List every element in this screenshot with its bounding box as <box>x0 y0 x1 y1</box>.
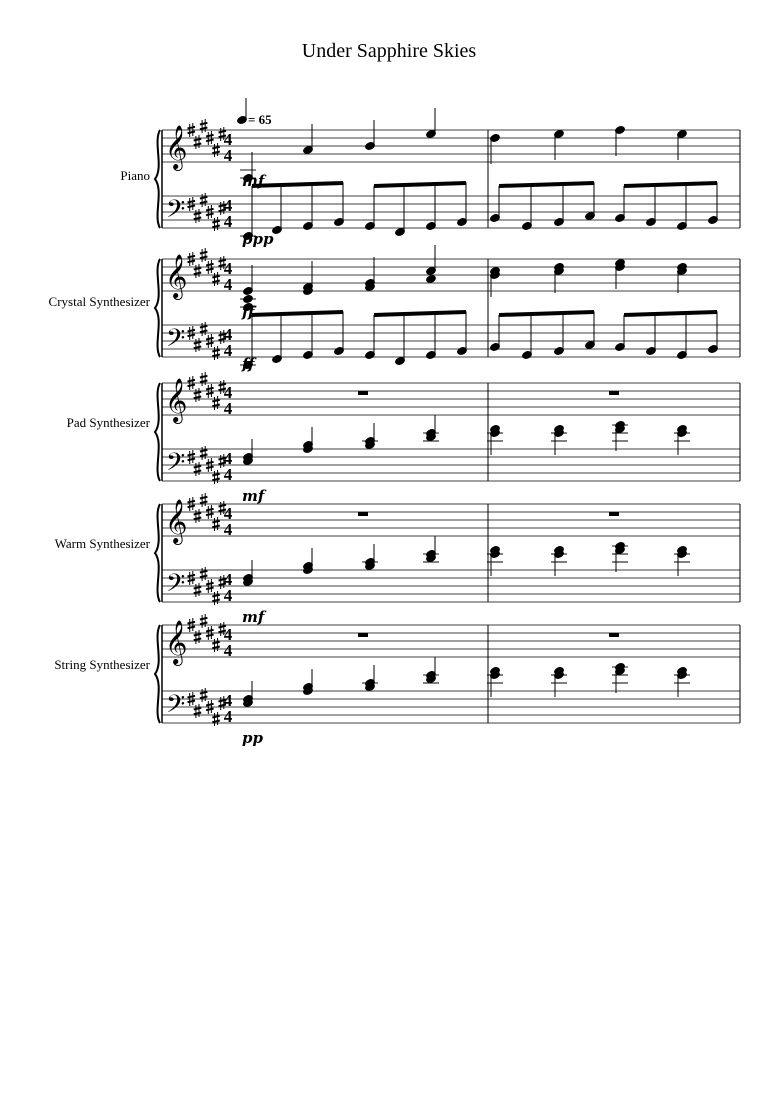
sharp-sign <box>212 470 220 484</box>
eighth-note-group <box>490 182 719 230</box>
time-signature-bottom: 4 <box>223 465 233 484</box>
bass-clef-icon: 𝄢 <box>166 690 186 725</box>
synth-bass-chords <box>243 536 690 587</box>
brace <box>155 130 160 228</box>
dynamic-mark: mf <box>242 487 265 505</box>
treble-clef-icon: 𝄞 <box>165 499 188 543</box>
time-signature-bottom: 4 <box>223 275 233 294</box>
instrument-label: Pad Synthesizer <box>66 415 150 430</box>
treble-clef-icon: 𝄞 <box>165 378 188 422</box>
sharp-sign <box>200 688 208 702</box>
notes <box>240 108 718 708</box>
beam <box>374 312 466 315</box>
instrument-label: Warm Synthesizer <box>54 536 150 551</box>
brace <box>155 383 160 481</box>
time-signature-top: 4 <box>223 504 233 523</box>
note-head <box>426 274 437 283</box>
time-signature-bottom: 4 <box>223 399 233 418</box>
dynamic-mark: mf <box>242 172 265 190</box>
beam <box>499 312 594 315</box>
whole-rest <box>609 391 619 395</box>
time-signature-top: 4 <box>223 259 233 278</box>
time-signature-top: 4 <box>223 449 233 468</box>
time-signature-bottom: 4 <box>223 146 233 165</box>
sharp-sign <box>200 493 208 507</box>
sharp-sign <box>200 567 208 581</box>
brace <box>155 259 160 357</box>
treble-clef-icon: 𝄞 <box>165 254 188 298</box>
staves <box>155 119 740 726</box>
sharp-sign <box>194 630 202 644</box>
sharp-sign <box>212 638 220 652</box>
eighth-note-group <box>240 182 467 240</box>
time-signature-top: 4 <box>223 383 233 402</box>
bass-staff <box>162 688 740 726</box>
eighth-note-group <box>240 311 467 369</box>
sharp-sign <box>212 591 220 605</box>
whole-rest <box>609 512 619 516</box>
beam <box>499 183 594 186</box>
time-signature-top: 4 <box>223 325 233 344</box>
treble-clef-icon: 𝄞 <box>165 125 188 169</box>
dynamic-mark: mf <box>242 608 265 626</box>
sharp-sign <box>212 396 220 410</box>
bass-clef-icon: 𝄢 <box>166 324 186 359</box>
sharp-sign <box>212 712 220 726</box>
bass-clef-icon: 𝄢 <box>166 569 186 604</box>
sharp-sign <box>194 209 202 223</box>
tempo-text: = 65 <box>248 112 272 127</box>
beam <box>624 312 717 315</box>
whole-rest <box>609 633 619 637</box>
time-signature-top: 4 <box>223 625 233 644</box>
beam <box>252 312 343 315</box>
instrument-label: Crystal Synthesizer <box>48 294 150 309</box>
brace <box>155 504 160 602</box>
sharp-sign <box>200 119 208 133</box>
sharp-sign <box>194 462 202 476</box>
sharp-sign <box>200 193 208 207</box>
sharp-sign <box>212 272 220 286</box>
sharp-sign <box>194 509 202 523</box>
bass-clef-icon: 𝄢 <box>166 448 186 483</box>
whole-rest <box>358 512 368 516</box>
sharp-sign <box>194 704 202 718</box>
sharp-sign <box>200 248 208 262</box>
sharp-sign <box>194 388 202 402</box>
sharp-sign <box>200 614 208 628</box>
time-signature-bottom: 4 <box>223 586 233 605</box>
synth-bass-chords <box>243 415 690 466</box>
sharp-sign <box>194 583 202 597</box>
treble-clef-icon: 𝄞 <box>165 620 188 664</box>
score-title: Under Sapphire Skies <box>301 40 477 62</box>
time-signature-top: 4 <box>223 196 233 215</box>
crystal-treble-chords <box>240 245 687 312</box>
dynamic-mark: ppp <box>242 230 274 248</box>
sharp-sign <box>200 322 208 336</box>
treble-staff <box>162 372 740 424</box>
eighth-note-group <box>490 311 719 359</box>
brace <box>155 625 160 723</box>
instrument-label: String Synthesizer <box>54 657 150 672</box>
time-signature-top: 4 <box>223 570 233 589</box>
whole-rest <box>358 633 368 637</box>
sharp-sign <box>194 135 202 149</box>
time-signature-top: 4 <box>223 130 233 149</box>
beam <box>252 183 343 186</box>
piano-treble-notes <box>240 108 687 183</box>
sharp-sign <box>200 372 208 386</box>
bass-staff <box>162 193 740 231</box>
dynamic-mark: ff <box>242 303 255 321</box>
sharp-sign <box>212 143 220 157</box>
sharp-sign <box>212 217 220 231</box>
dynamic-mark: ff <box>242 355 255 373</box>
synth-bass-chords <box>243 657 690 708</box>
bass-staff <box>162 567 740 605</box>
bass-clef-icon: 𝄢 <box>166 195 186 230</box>
time-signature-bottom: 4 <box>223 707 233 726</box>
time-signature-bottom: 4 <box>223 641 233 660</box>
sharp-sign <box>200 446 208 460</box>
sharp-sign <box>194 338 202 352</box>
time-signature-bottom: 4 <box>223 520 233 539</box>
instrument-label: Piano <box>120 168 150 183</box>
time-signature-top: 4 <box>223 691 233 710</box>
time-signature-bottom: 4 <box>223 212 233 231</box>
bass-staff <box>162 446 740 484</box>
time-signature-bottom: 4 <box>223 341 233 360</box>
tempo-marking <box>237 98 273 127</box>
beam <box>624 183 717 186</box>
dynamic-mark: pp <box>242 729 263 747</box>
whole-rest <box>358 391 368 395</box>
sharp-sign <box>194 264 202 278</box>
beam <box>374 183 466 186</box>
sharp-sign <box>212 346 220 360</box>
sharp-sign <box>212 517 220 531</box>
